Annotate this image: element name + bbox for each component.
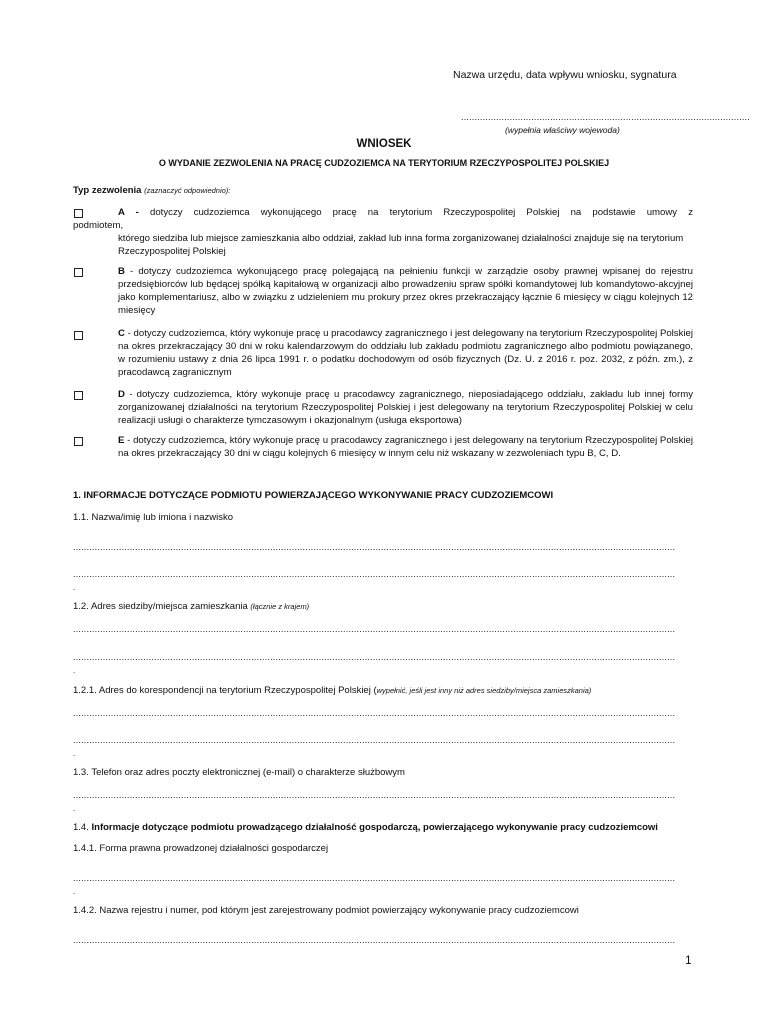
- field-1-2-line-1[interactable]: ...............................................................................................................................................................................................................................: [73, 624, 676, 634]
- field-1-2-line-2[interactable]: ...............................................................................................................................................................................................................................: [73, 652, 676, 662]
- field-1-2-1-line-1[interactable]: ...............................................................................................................................................................................................................................: [73, 708, 676, 718]
- permit-a-line2: podmiotem,: [73, 220, 124, 231]
- permit-c-checkbox[interactable]: [74, 331, 83, 340]
- section-1-heading: 1. INFORMACJE DOTYCZĄCE PODMIOTU POWIERZAJĄCEGO WYKONYWANIE PRACY CUDZOZIEMCOWI: [73, 490, 554, 501]
- office-signature-line[interactable]: ...........................................................................................................: [461, 112, 750, 122]
- field-1-4-prefix: 1.4.: [73, 822, 92, 833]
- permit-type-hint: (zaznaczyć odpowiednio):: [144, 186, 231, 195]
- permit-type-title: Typ zezwolenia: [73, 185, 142, 196]
- field-1-3-end-mark: .: [73, 804, 76, 813]
- field-1-4-1-label: 1.4.1. Forma prawna prowadzonej działalności gospodarczej: [73, 843, 329, 854]
- permit-b-desc: - dotyczy cudzoziemca wykonującego pracę polegającą na pełnieniu funkcji w zarządzie osoby prawnej wpisanej do rejestru przedsiębiorców lub będącej spółką kapitałową w organizacji albo prowadzeniu spraw spółki komandytowej lub komandytowo-akcyjnej jako komplementariusz, albo w związku z udzieleniem mu prokury przez okres przekraczający łącznie 6 miesięcy w ciągu kolejnych 12 miesięcy: [118, 266, 693, 316]
- permit-c-desc: - dotyczy cudzoziemca, który wykonuje pracę u pracodawcy zagranicznego i jest delegowany na terytorium Rzeczypospolitej Polskiej na okres przekraczający 30 dni w roku kalendarzowym do oddziału lub zakładu podmiotu zagranicznego albo podmiotu powiązanego, w rozumieniu ustawy z dnia 26 lipca 1991 r. o podatku dochodowym od osób fizycznych (Dz. U. z 2016 r. poz. 2032, z późn. zm.), z pracodawcą zagranicznym: [118, 328, 693, 378]
- permit-e-letter: E: [118, 435, 125, 446]
- office-info-label: Nazwa urzędu, data wpływu wniosku, sygnatura: [453, 69, 677, 81]
- permit-a-line1: [118, 206, 693, 219]
- field-1-4-2-label: 1.4.2. Nazwa rejestru i numer, pod którym jest zarejestrowany podmiot powierzający wykonywanie pracy cudzoziemcowi: [73, 905, 579, 916]
- permit-type-label: [73, 185, 230, 196]
- permit-b-text: [118, 265, 693, 317]
- permit-d-checkbox[interactable]: [74, 391, 83, 400]
- permit-d-desc: - dotyczy cudzoziemca, który wykonuje pracę u pracodawcy zagranicznego, nieposiadającego oddziału, zakładu lub innej formy zorganizowanej działalności na terytorium Rzeczypospolitej Polskiej i jest delegowany na terytorium Rzeczypospolitej Polskiej w celu realizacji usługi o charakterze tymczasowym i okazjonalnym (usługa eksportowa): [118, 389, 693, 426]
- permit-a-text1: dotyczy cudzoziemca wykonującego pracę na terytorium Rzeczypospolitej Polskiej na podstawie umowy z: [150, 207, 693, 218]
- field-1-2-1-end-mark: .: [73, 749, 76, 758]
- permit-e-checkbox[interactable]: [74, 437, 83, 446]
- page-number: 1: [685, 953, 692, 967]
- fill-note: (wypełnia właściwy wojewoda): [505, 125, 620, 135]
- field-1-1-label: 1.1. Nazwa/imię lub imiona i nazwisko: [73, 512, 233, 523]
- permit-c-text: [118, 327, 693, 379]
- field-1-4-1-line-1[interactable]: ...............................................................................................................................................................................................................................: [73, 873, 676, 883]
- permit-b-letter: B: [118, 266, 125, 277]
- field-1-3-line-1[interactable]: ...............................................................................................................................................................................................................................: [73, 790, 676, 800]
- field-1-3-label: 1.3. Telefon oraz adres poczty elektronicznej (e-mail) o charakterze służbowym: [73, 767, 405, 778]
- field-1-2-text: 1.2. Adres siedziby/miejsca zamieszkania: [73, 601, 248, 612]
- document-subtitle: O WYDANIE ZEZWOLENIA NA PRACĘ CUDZOZIEMCA NA TERYTORIUM RZECZYPOSPOLITEJ POLSKIEJ: [158, 158, 610, 168]
- permit-a-rest: którego siedziba lub miejsce zamieszkania albo oddział, zakład lub inna forma zorganizowanej działalności znajduje się na terytorium Rzeczypospolitej Polskiej: [118, 233, 684, 257]
- field-1-4-1-end-mark: .: [73, 887, 76, 896]
- permit-d-text: [118, 388, 693, 427]
- permit-a-letter: A -: [118, 207, 139, 218]
- field-1-4-label: [73, 822, 658, 833]
- document-title: WNIOSEK: [356, 138, 412, 150]
- permit-d-letter: D: [118, 389, 125, 400]
- field-1-1-line-1[interactable]: ...............................................................................................................................................................................................................................: [73, 542, 676, 552]
- permit-c-letter: C: [118, 328, 125, 339]
- field-1-4-2-line-1[interactable]: ...............................................................................................................................................................................................................................: [73, 935, 676, 945]
- field-1-2-label: [73, 601, 309, 612]
- permit-e-text: [118, 434, 693, 460]
- field-1-4-title: Informacje dotyczące podmiotu prowadzącego działalność gospodarczą, powierzającego wykonywanie pracy cudzoziemcowi: [91, 822, 658, 833]
- field-1-2-1-label: [73, 685, 591, 696]
- permit-e-desc: - dotyczy cudzoziemca, który wykonuje pracę u pracodawcy zagranicznego i jest delegowany na terytorium Rzeczypospolitej Polskiej na okres przekraczający 30 dni w ciągu kolejnych 6 miesięcy w innym celu niż wskazany w zezwoleniach typu B, C, D.: [118, 435, 693, 459]
- permit-a-checkbox[interactable]: [74, 209, 83, 218]
- field-1-2-1-text: 1.2.1. Adres do korespondencji na terytorium Rzeczypospolitej Polskiej (: [73, 685, 377, 696]
- permit-b-checkbox[interactable]: [74, 268, 83, 277]
- field-1-2-hint: (łącznie z krajem): [250, 602, 310, 611]
- field-1-2-1-hint: wypełnić, jeśli jest inny niż adres siedziby/miejsca zamieszkania): [376, 686, 592, 695]
- field-1-1-line-2[interactable]: ...............................................................................................................................................................................................................................: [73, 569, 676, 579]
- field-1-2-1-line-2[interactable]: ...............................................................................................................................................................................................................................: [73, 735, 676, 745]
- field-1-1-end-mark: .: [73, 583, 76, 592]
- field-1-2-end-mark: .: [73, 666, 76, 675]
